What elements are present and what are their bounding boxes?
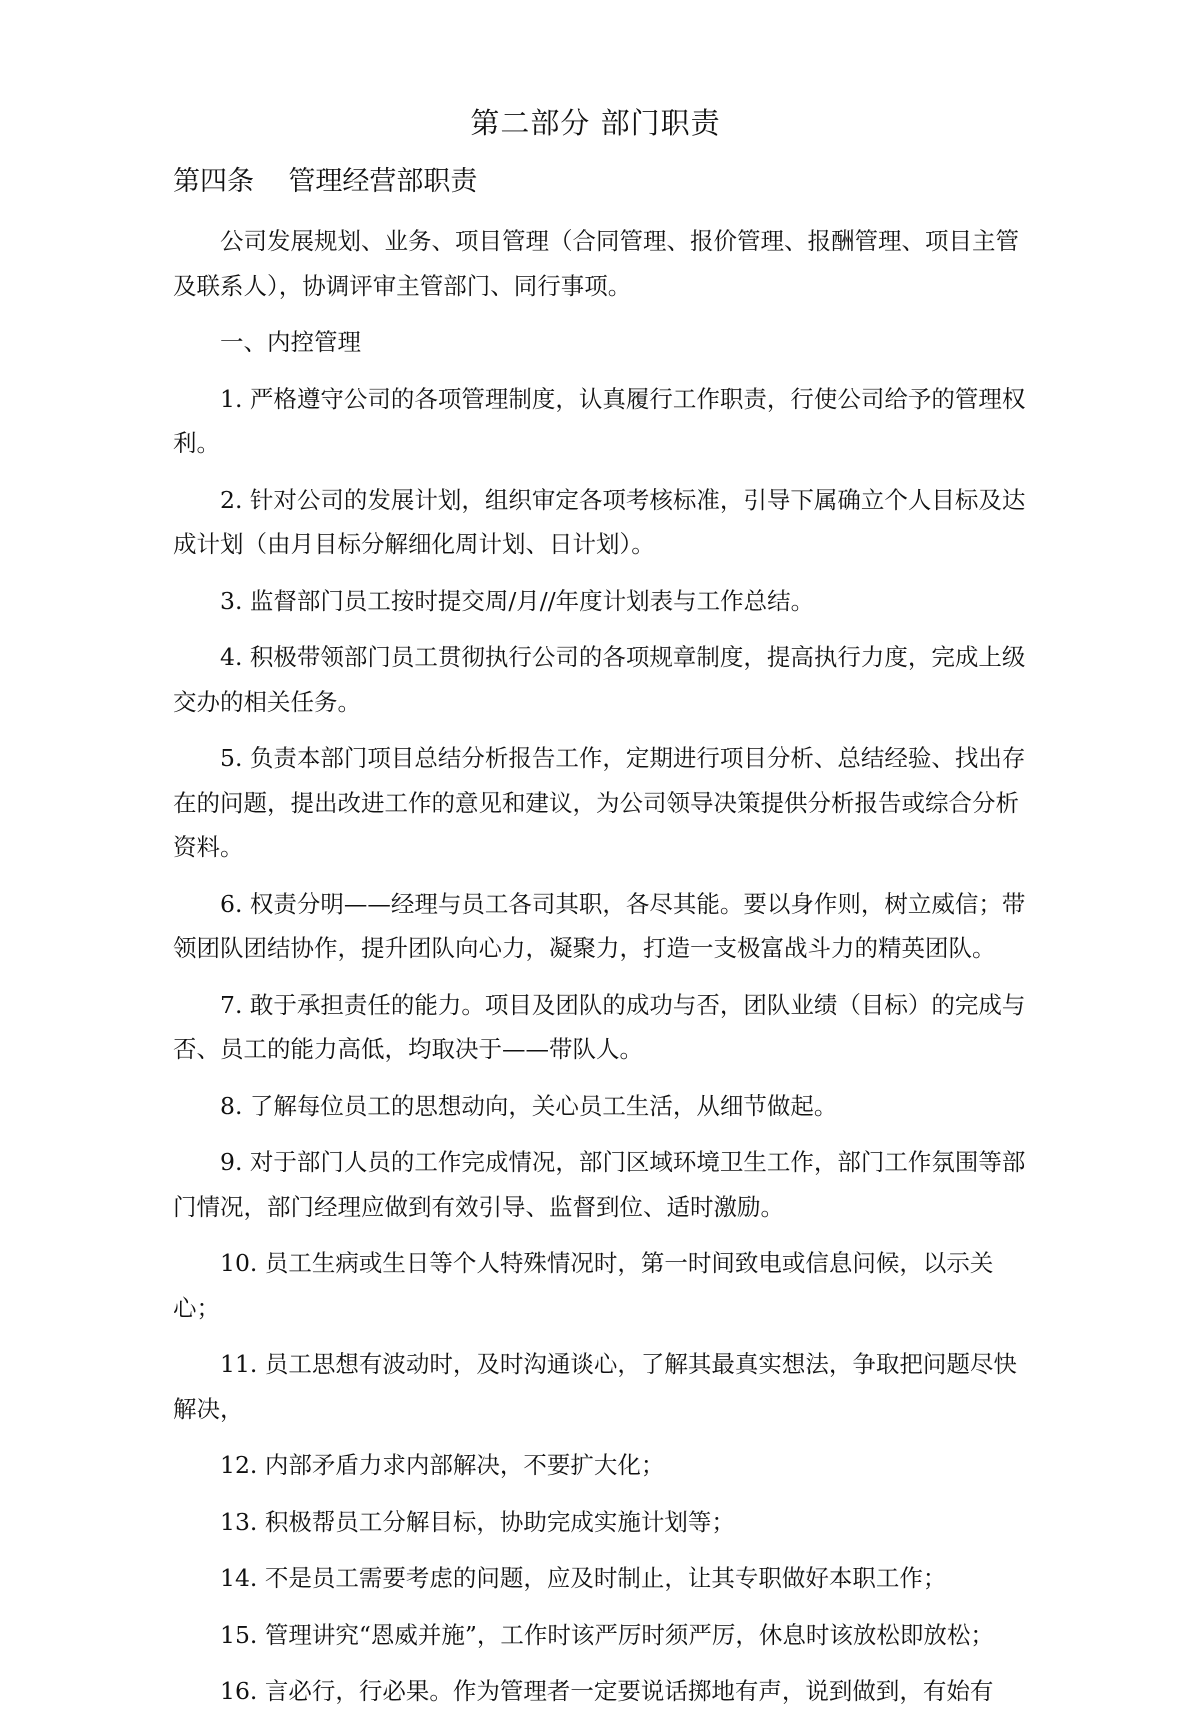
list-item: 4. 积极带领部门员工贯彻执行公司的各项规章制度，提高执行力度，完成上级交办的相关任务。 [173,643,1026,716]
list-item: 5. 负责本部门项目总结分析报告工作，定期进行项目分析、总结经验、找出存在的问题，提出改进工作的意见和建议，为公司领导决策提供分析报告或综合分析资料。 [173,744,1026,861]
intro-paragraph: 公司发展规划、业务、项目管理（合同管理、报价管理、报酬管理、项目主管及联系人），协调评审主管部门、同行事项。 [173,227,1019,300]
list-item: 9. 对于部门人员的工作完成情况，部门区域环境卫生工作，部门工作氛围等部门情况，部门经理应做到有效引导、监督到位、适时激励。 [173,1148,1026,1221]
list-item: 14. 不是员工需要考虑的问题，应及时制止，让其专职做好本职工作； [220,1564,947,1592]
document-body [173,219,1033,1726]
list-item: 11. 员工思想有波动时，及时沟通谈心，了解其最真实想法，争取把问题尽快解决， [173,1350,1017,1423]
list-item: 3. 监督部门员工按时提交周/月//年度计划表与工作总结。 [220,586,815,615]
list-item: 7. 敢于承担责任的能力。项目及团队的成功与否，团队业绩（目标）的完成与否、员工的能力高低，均取决于——带队人。 [173,990,1026,1063]
section-title: 一、内控管理 [220,328,361,356]
list-item: 6. 权责分明——经理与员工各司其职，各尽其能。要以身作则，树立威信；带领团队团结协作，提升团队向心力，凝聚力，打造一支极富战斗力的精英团队。 [173,889,1026,962]
list-item: 2. 针对公司的发展计划，组织审定各项考核标准，引导下属确立个人目标及达成计划（由月目标分解细化周计划、日计划）。 [173,485,1026,558]
list-item: 1. 严格遵守公司的各项管理制度，认真履行工作职责，行使公司给予的管理权利。 [173,384,1026,457]
list-item: 12. 内部矛盾力求内部解决，不要扩大化； [220,1451,665,1479]
list-item: 8. 了解每位员工的思想动向，关心员工生活，从细节做起。 [220,1091,838,1120]
article-heading: 第四条 管理经营部职责 [173,166,478,197]
list-item: 16. 言必行，行必果。作为管理者一定要说话掷地有声，说到做到，有始有 [220,1677,994,1705]
list-item: 10. 员工生病或生日等个人特殊情况时，第一时间致电或信息问候，以示关心； [173,1249,994,1322]
list-item: 13. 积极帮员工分解目标，协助完成实施计划等； [220,1507,735,1536]
document-title: 第二部分 部门职责 [470,106,721,140]
list-item: 15. 管理讲究“恩威并施”，工作时该严厉时须严厉，休息时该放松即放松； [220,1620,994,1649]
